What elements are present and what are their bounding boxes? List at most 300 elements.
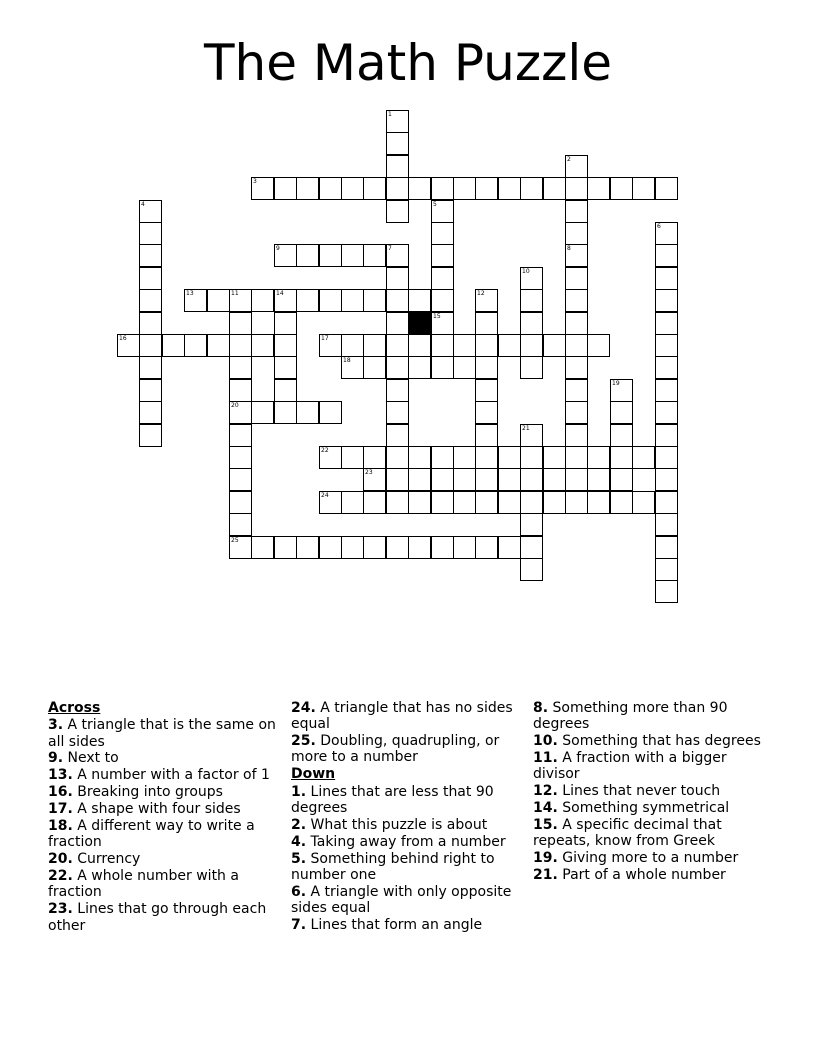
grid-cell[interactable] (363, 289, 386, 312)
grid-cell[interactable] (431, 312, 454, 335)
clue-down-4 (291, 834, 519, 850)
grid-cell[interactable] (386, 244, 409, 267)
grid-cell[interactable] (610, 468, 633, 491)
clue-number-label: 23 (365, 469, 373, 476)
clue-text: A triangle that is the same on all sides (48, 717, 276, 750)
grid-cell[interactable] (319, 491, 342, 514)
clue-down-15 (533, 817, 761, 850)
clue-number: 18. (48, 818, 73, 835)
clue-across-22 (48, 868, 276, 901)
grid-cell[interactable] (475, 379, 498, 402)
grid-cell[interactable] (229, 379, 252, 402)
grid-cell[interactable] (341, 356, 364, 379)
grid-cell[interactable] (498, 177, 521, 200)
grid-cell[interactable] (386, 446, 409, 469)
grid-cell[interactable] (565, 491, 588, 514)
grid-cell[interactable] (498, 536, 521, 559)
grid-cell[interactable] (139, 267, 162, 290)
grid-cell[interactable] (274, 289, 297, 312)
grid-cell[interactable] (632, 446, 655, 469)
clue-text: A shape with four sides (77, 801, 241, 818)
grid-cell[interactable] (386, 155, 409, 178)
grid-cell[interactable] (498, 334, 521, 357)
clue-number: 4. (291, 833, 307, 850)
grid-cell[interactable] (207, 334, 230, 357)
clue-down-5 (291, 851, 519, 884)
grid-cell[interactable] (565, 177, 588, 200)
clue-number: 9. (48, 750, 64, 767)
grid-cell[interactable] (655, 334, 678, 357)
grid-cell[interactable] (274, 177, 297, 200)
grid-cell[interactable] (341, 446, 364, 469)
grid-cell[interactable] (475, 491, 498, 514)
clue-down-7 (291, 917, 519, 933)
grid-cell[interactable] (475, 424, 498, 447)
grid-cell[interactable] (229, 513, 252, 536)
grid-cell[interactable] (139, 289, 162, 312)
grid-cell[interactable] (386, 132, 409, 155)
clue-number-label: 19 (612, 380, 620, 387)
grid-cell[interactable] (274, 536, 297, 559)
across-heading: Across (48, 700, 101, 716)
grid-cell[interactable] (319, 334, 342, 357)
grid-cell[interactable] (655, 356, 678, 379)
clue-number-label: 2 (567, 156, 571, 163)
grid-cell[interactable] (610, 401, 633, 424)
grid-cell[interactable] (498, 491, 521, 514)
clue-number: 22. (48, 868, 73, 885)
clue-text: Something symmetrical (562, 800, 730, 817)
clue-number-label: 25 (231, 537, 239, 544)
clue-number-label: 20 (231, 402, 239, 409)
clue-number: 6. (291, 883, 307, 900)
grid-cell[interactable] (341, 289, 364, 312)
grid-cell[interactable] (274, 356, 297, 379)
grid-cell[interactable] (386, 267, 409, 290)
grid-cell[interactable] (655, 558, 678, 581)
grid-cell[interactable] (453, 446, 476, 469)
grid-cell[interactable] (655, 177, 678, 200)
grid-cell[interactable] (587, 177, 610, 200)
grid-cell[interactable] (520, 177, 543, 200)
clue-number-label: 21 (522, 425, 530, 432)
grid-cell[interactable] (229, 468, 252, 491)
grid-cell[interactable] (475, 289, 498, 312)
grid-cell[interactable] (565, 379, 588, 402)
grid-cell[interactable] (341, 177, 364, 200)
clue-across-16 (48, 784, 276, 800)
clue-text: Taking away from a number (310, 833, 506, 850)
grid-cell[interactable] (431, 267, 454, 290)
grid-cell[interactable] (319, 289, 342, 312)
grid-cell[interactable] (251, 401, 274, 424)
grid-cell[interactable] (408, 491, 431, 514)
clue-text: Doubling, quadrupling, or more to a number (291, 733, 500, 766)
clue-text: A different way to write a fraction (48, 818, 255, 851)
clue-number: 23. (48, 901, 73, 918)
grid-cell[interactable] (565, 222, 588, 245)
grid-cell[interactable] (520, 558, 543, 581)
grid-cell[interactable] (475, 177, 498, 200)
grid-cell[interactable] (520, 468, 543, 491)
grid-cell[interactable] (431, 536, 454, 559)
grid-cell[interactable] (543, 446, 566, 469)
grid-cell[interactable] (587, 468, 610, 491)
clue-text: What this puzzle is about (310, 816, 488, 833)
grid-cell[interactable] (363, 468, 386, 491)
grid-cell[interactable] (565, 244, 588, 267)
clue-number-label: 17 (321, 335, 329, 342)
grid-cell[interactable] (386, 334, 409, 357)
clue-text: Part of a whole number (562, 867, 726, 884)
clue-number: 20. (48, 851, 73, 868)
grid-cell[interactable] (139, 200, 162, 223)
clue-text: A fraction with a bigger divisor (533, 750, 727, 783)
clue-down-6 (291, 884, 519, 917)
clue-text: Currency (77, 851, 141, 868)
clue-number: 7. (291, 917, 307, 934)
grid-cell[interactable] (632, 177, 655, 200)
clue-down-19 (533, 850, 761, 866)
grid-cell[interactable] (565, 155, 588, 178)
clue-down-2 (291, 817, 519, 833)
grid-cell[interactable] (386, 177, 409, 200)
grid-cell[interactable] (363, 491, 386, 514)
grid-cell[interactable] (408, 177, 431, 200)
grid-cell[interactable] (296, 401, 319, 424)
grid-cell[interactable] (341, 536, 364, 559)
clue-number-label: 14 (276, 290, 284, 297)
grid-cell[interactable] (453, 334, 476, 357)
clue-across-17 (48, 801, 276, 817)
grid-cell[interactable] (655, 312, 678, 335)
grid-cell[interactable] (543, 177, 566, 200)
grid-cell[interactable] (453, 356, 476, 379)
grid-cell[interactable] (520, 356, 543, 379)
grid-cell[interactable] (139, 334, 162, 357)
clue-across-25 (291, 733, 519, 766)
clue-down-8 (533, 700, 761, 733)
grid-cell[interactable] (565, 468, 588, 491)
grid-cell[interactable] (207, 289, 230, 312)
grid-cell[interactable] (498, 468, 521, 491)
grid-cell[interactable] (520, 513, 543, 536)
clue-number: 8. (533, 700, 549, 716)
grid-cell[interactable] (498, 446, 521, 469)
clue-number: 13. (48, 767, 73, 784)
grid-cell[interactable] (565, 356, 588, 379)
grid-cell[interactable] (319, 446, 342, 469)
clue-down-11 (533, 750, 761, 783)
grid-cell[interactable] (475, 334, 498, 357)
grid-cell[interactable] (475, 536, 498, 559)
clue-number-label: 24 (321, 492, 329, 499)
grid-cell[interactable] (543, 334, 566, 357)
clue-across-24 (291, 700, 519, 733)
grid-cell[interactable] (363, 446, 386, 469)
clue-number-label: 7 (388, 245, 392, 252)
grid-cell[interactable] (655, 468, 678, 491)
grid-cell[interactable] (363, 536, 386, 559)
grid-cell[interactable] (431, 289, 454, 312)
grid-cell[interactable] (587, 334, 610, 357)
grid-cell[interactable] (341, 334, 364, 357)
clue-number-label: 1 (388, 111, 392, 118)
grid-cell[interactable] (117, 334, 140, 357)
grid-cell[interactable] (431, 468, 454, 491)
grid-cell[interactable] (386, 401, 409, 424)
grid-cell[interactable] (565, 446, 588, 469)
grid-cell[interactable] (274, 244, 297, 267)
clue-number: 17. (48, 801, 73, 818)
clue-text: Breaking into groups (77, 784, 223, 801)
grid-cell[interactable] (408, 536, 431, 559)
grid-cell[interactable] (162, 334, 185, 357)
clue-number: 16. (48, 784, 73, 801)
grid-cell[interactable] (139, 244, 162, 267)
grid-cell[interactable] (520, 424, 543, 447)
clue-number-label: 15 (433, 313, 441, 320)
grid-cell[interactable] (431, 491, 454, 514)
grid-cell[interactable] (363, 177, 386, 200)
grid-cell[interactable] (229, 401, 252, 424)
clue-text: A specific decimal that repeats, know from Greek (533, 817, 722, 850)
clue-number-label: 10 (522, 268, 530, 275)
clues-column-2 (291, 700, 519, 934)
clue-text: Lines that are less that 90 degrees (291, 783, 494, 816)
grid-cell[interactable] (386, 424, 409, 447)
grid-cell[interactable] (610, 177, 633, 200)
clue-number-label: 4 (141, 201, 145, 208)
grid-cell[interactable] (453, 468, 476, 491)
clue-across-9 (48, 750, 276, 766)
clue-number-label: 3 (253, 178, 257, 185)
clue-across-18 (48, 818, 276, 851)
grid-cell[interactable] (655, 222, 678, 245)
clue-number-label: 16 (119, 335, 127, 342)
grid-cell[interactable] (655, 267, 678, 290)
grid-cell[interactable] (296, 536, 319, 559)
grid-cell[interactable] (431, 446, 454, 469)
grid-cell[interactable] (363, 244, 386, 267)
clue-number-label: 6 (657, 223, 661, 230)
grid-cell[interactable] (475, 356, 498, 379)
grid-cell[interactable] (408, 334, 431, 357)
grid-cell[interactable] (139, 222, 162, 245)
grid-cell[interactable] (610, 379, 633, 402)
clue-text: Lines that go through each other (48, 901, 267, 934)
grid-cell[interactable] (431, 244, 454, 267)
grid-cell[interactable] (296, 177, 319, 200)
grid-cell[interactable] (632, 491, 655, 514)
grid-cell[interactable] (475, 468, 498, 491)
grid-cell[interactable] (520, 267, 543, 290)
clue-number-label: 13 (186, 290, 194, 297)
grid-cell[interactable] (296, 289, 319, 312)
grid-cell[interactable] (610, 491, 633, 514)
grid-cell[interactable] (587, 491, 610, 514)
clue-across-3 (48, 717, 276, 750)
grid-cell[interactable] (386, 536, 409, 559)
grid-cell[interactable] (655, 446, 678, 469)
grid-cell[interactable] (655, 491, 678, 514)
grid-cell[interactable] (655, 289, 678, 312)
grid-cell[interactable] (475, 446, 498, 469)
clue-number-label: 11 (231, 290, 239, 297)
clue-number: 14. (533, 800, 558, 817)
grid-cell[interactable] (408, 289, 431, 312)
grid-cell[interactable] (431, 177, 454, 200)
grid-cell[interactable] (229, 446, 252, 469)
grid-cell[interactable] (229, 424, 252, 447)
grid-cell[interactable] (655, 379, 678, 402)
grid-cell[interactable] (229, 312, 252, 335)
grid-cell[interactable] (386, 289, 409, 312)
grid-cell[interactable] (475, 401, 498, 424)
grid-cell[interactable] (319, 177, 342, 200)
clue-text: A whole number with a fraction (48, 868, 239, 901)
clue-across-13 (48, 767, 276, 783)
grid-cell[interactable] (408, 446, 431, 469)
clue-number: 10. (533, 733, 558, 750)
clue-number: 25. (291, 733, 316, 750)
grid-cell[interactable] (274, 312, 297, 335)
grid-cell[interactable] (565, 289, 588, 312)
grid-cell[interactable] (139, 424, 162, 447)
clue-number-label: 22 (321, 447, 329, 454)
grid-cell[interactable] (520, 334, 543, 357)
puzzle-title: The Math Puzzle (204, 34, 612, 92)
grid-cell[interactable] (655, 536, 678, 559)
grid-cell[interactable] (453, 177, 476, 200)
grid-cell[interactable] (386, 110, 409, 133)
grid-cell[interactable] (408, 468, 431, 491)
grid-cell[interactable] (184, 289, 207, 312)
grid-cell[interactable] (475, 312, 498, 335)
grid-cell[interactable] (386, 491, 409, 514)
grid-cell[interactable] (565, 312, 588, 335)
clue-number: 19. (533, 850, 558, 867)
grid-cell[interactable] (431, 356, 454, 379)
clue-number: 1. (291, 783, 307, 800)
grid-cell[interactable] (363, 334, 386, 357)
grid-cell[interactable] (655, 513, 678, 536)
grid-cell[interactable] (319, 401, 342, 424)
grid-cell[interactable] (565, 334, 588, 357)
grid-cell[interactable] (184, 334, 207, 357)
grid-cell[interactable] (453, 491, 476, 514)
grid-cell[interactable] (453, 536, 476, 559)
grid-cell[interactable] (520, 491, 543, 514)
grid-cell[interactable] (520, 446, 543, 469)
grid-cell[interactable] (229, 491, 252, 514)
clue-number-label: 5 (433, 201, 437, 208)
grid-cell[interactable] (296, 244, 319, 267)
grid-cell[interactable] (408, 356, 431, 379)
grid-cell[interactable] (431, 200, 454, 223)
clue-number: 24. (291, 700, 316, 716)
grid-cell[interactable] (229, 536, 252, 559)
clues-column-1 (48, 700, 276, 935)
grid-cell[interactable] (139, 312, 162, 335)
grid-cell[interactable] (386, 356, 409, 379)
clue-number: 21. (533, 867, 558, 884)
grid-cell[interactable] (386, 379, 409, 402)
grid-cell[interactable] (274, 334, 297, 357)
clue-number: 11. (533, 750, 558, 767)
grid-cell[interactable] (655, 580, 678, 603)
grid-cell[interactable] (565, 401, 588, 424)
grid-cell[interactable] (655, 424, 678, 447)
grid-cell[interactable] (341, 491, 364, 514)
grid-cell[interactable] (139, 401, 162, 424)
grid-cell[interactable] (229, 356, 252, 379)
clue-number-label: 9 (276, 245, 280, 252)
clues-column-3 (533, 700, 761, 884)
grid-cell[interactable] (319, 244, 342, 267)
grid-cell[interactable] (386, 312, 409, 335)
grid-cell[interactable] (251, 177, 274, 200)
grid-cell[interactable] (543, 468, 566, 491)
grid-cell[interactable] (251, 289, 274, 312)
grid-cell[interactable] (139, 356, 162, 379)
clue-text: Giving more to a number (562, 850, 739, 867)
grid-cell[interactable] (251, 334, 274, 357)
grid-cell[interactable] (565, 200, 588, 223)
grid-cell[interactable] (610, 446, 633, 469)
grid-cell[interactable] (610, 424, 633, 447)
grid-cell[interactable] (229, 334, 252, 357)
clue-text: Next to (67, 750, 119, 767)
grid-cell[interactable] (386, 200, 409, 223)
grid-cell[interactable] (363, 356, 386, 379)
clue-number: 2. (291, 816, 307, 833)
grid-cell[interactable] (655, 244, 678, 267)
clue-down-21 (533, 867, 761, 883)
grid-cell[interactable] (274, 379, 297, 402)
clue-number-label: 12 (477, 290, 485, 297)
grid-cell[interactable] (251, 536, 274, 559)
blocked-cell (408, 312, 431, 335)
clue-text: A triangle with only opposite sides equal (291, 883, 512, 917)
grid-cell[interactable] (520, 536, 543, 559)
clue-number-label: 8 (567, 245, 571, 252)
grid-cell[interactable] (341, 244, 364, 267)
grid-cell[interactable] (520, 289, 543, 312)
clue-number: 3. (48, 717, 64, 734)
grid-cell[interactable] (565, 424, 588, 447)
clue-text: A triangle that has no sides equal (291, 700, 513, 733)
grid-cell[interactable] (565, 267, 588, 290)
grid-cell[interactable] (431, 334, 454, 357)
grid-cell[interactable] (431, 222, 454, 245)
grid-cell[interactable] (655, 401, 678, 424)
grid-cell[interactable] (587, 446, 610, 469)
grid-cell[interactable] (274, 401, 297, 424)
grid-cell[interactable] (229, 289, 252, 312)
grid-cell[interactable] (543, 491, 566, 514)
grid-cell[interactable] (386, 468, 409, 491)
clue-text: A number with a factor of 1 (77, 767, 270, 784)
clue-across-23 (48, 901, 276, 934)
grid-cell[interactable] (319, 536, 342, 559)
clue-text: Something that has degrees (562, 733, 761, 750)
clue-text: Something behind right to number one (291, 850, 495, 883)
grid-cell[interactable] (139, 379, 162, 402)
grid-cell[interactable] (520, 312, 543, 335)
clue-across-20 (48, 851, 276, 867)
clue-down-10 (533, 733, 761, 749)
